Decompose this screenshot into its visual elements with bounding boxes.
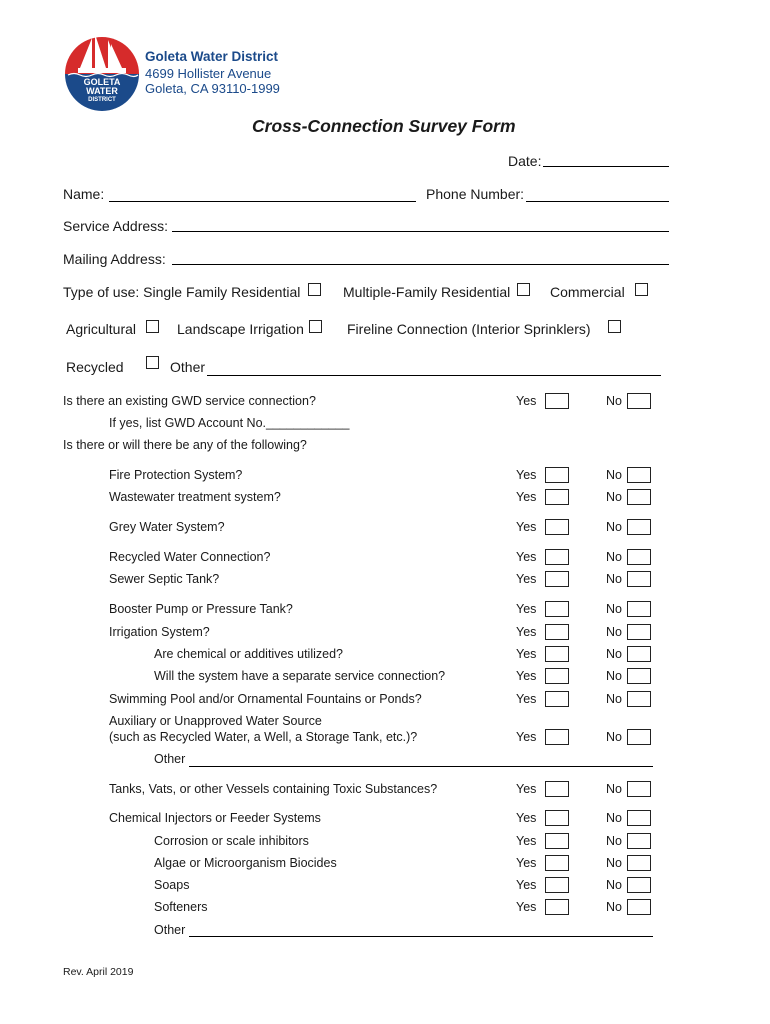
- irrigation-no-box[interactable]: [627, 624, 651, 640]
- soaps-no-box[interactable]: [627, 877, 651, 893]
- yes-label: Yes: [516, 856, 537, 870]
- q-wastewater: Wastewater treatment system?: [109, 490, 281, 504]
- service-address-field[interactable]: [172, 231, 669, 232]
- yes-label: Yes: [516, 692, 537, 706]
- existing-yes-box[interactable]: [545, 393, 569, 409]
- no-label: No: [606, 834, 622, 848]
- separate-connection-no-box[interactable]: [627, 668, 651, 684]
- multi-family-checkbox[interactable]: [517, 283, 530, 296]
- phone-field[interactable]: [526, 201, 669, 202]
- no-label: No: [606, 856, 622, 870]
- q-chemical-additives: Are chemical or additives utilized?: [154, 647, 343, 661]
- yes-label: Yes: [516, 572, 537, 586]
- auxiliary-source-yes-box[interactable]: [545, 729, 569, 745]
- no-label: No: [606, 811, 622, 825]
- yes-label: Yes: [516, 811, 537, 825]
- multi-family-label: Multiple-Family Residential: [343, 284, 511, 300]
- sewer-septic-no-box[interactable]: [627, 571, 651, 587]
- tanks-vats-no-box[interactable]: [627, 781, 651, 797]
- yes-label: Yes: [516, 520, 537, 534]
- landscape-irrigation-checkbox[interactable]: [309, 320, 322, 333]
- q-auxiliary-source-line1: Auxiliary or Unapproved Water Source: [109, 714, 322, 728]
- org-address-line1: 4699 Hollister Avenue: [145, 66, 272, 81]
- mailing-address-label: Mailing Address:: [63, 251, 166, 267]
- q-booster-pump: Booster Pump or Pressure Tank?: [109, 602, 293, 616]
- commercial-label: Commercial: [550, 284, 625, 300]
- separate-connection-yes-box[interactable]: [545, 668, 569, 684]
- yes-label: Yes: [516, 834, 537, 848]
- yes-label: Yes: [516, 394, 537, 408]
- date-field[interactable]: [543, 166, 669, 167]
- grey-water-yes-box[interactable]: [545, 519, 569, 535]
- q-fire-protection: Fire Protection System?: [109, 468, 243, 482]
- name-label: Name:: [63, 186, 105, 202]
- corrosion-no-box[interactable]: [627, 833, 651, 849]
- no-label: No: [606, 520, 622, 534]
- q-soaps: Soaps: [154, 878, 190, 892]
- name-field[interactable]: [109, 201, 416, 202]
- no-label: No: [606, 730, 622, 744]
- chemical-additives-yes-box[interactable]: [545, 646, 569, 662]
- recycled-checkbox[interactable]: [146, 356, 159, 369]
- landscape-irrigation-label: Landscape Irrigation: [177, 321, 304, 337]
- soaps-yes-box[interactable]: [545, 877, 569, 893]
- following-question: Is there or will there be any of the following?: [63, 438, 307, 452]
- algae-no-box[interactable]: [627, 855, 651, 871]
- q-auxiliary-source-line2: (such as Recycled Water, a Well, a Storage Tank, etc.)?: [109, 730, 418, 744]
- no-label: No: [606, 550, 622, 564]
- phone-label: Phone Number:: [426, 186, 525, 202]
- q-grey-water: Grey Water System?: [109, 520, 225, 534]
- no-label: No: [606, 900, 622, 914]
- other-source-field[interactable]: [189, 766, 653, 767]
- existing-connection-question: Is there an existing GWD service connection?: [63, 394, 316, 408]
- other-source-label: Other: [154, 752, 186, 766]
- no-label: No: [606, 782, 622, 796]
- q-irrigation: Irrigation System?: [109, 625, 210, 639]
- no-label: No: [606, 692, 622, 706]
- q-algae-biocides: Algae or Microorganism Biocides: [154, 856, 337, 870]
- wastewater-yes-box[interactable]: [545, 489, 569, 505]
- yes-label: Yes: [516, 900, 537, 914]
- yes-label: Yes: [516, 468, 537, 482]
- q-softeners: Softeners: [154, 900, 208, 914]
- fire-protection-yes-box[interactable]: [545, 467, 569, 483]
- district-logo: [62, 28, 142, 114]
- auxiliary-source-no-box[interactable]: [627, 729, 651, 745]
- no-label: No: [606, 878, 622, 892]
- no-label: No: [606, 602, 622, 616]
- no-label: No: [606, 468, 622, 482]
- service-address-label: Service Address:: [63, 218, 169, 234]
- no-label: No: [606, 647, 622, 661]
- irrigation-yes-box[interactable]: [545, 624, 569, 640]
- sewer-septic-yes-box[interactable]: [545, 571, 569, 587]
- q-recycled-water: Recycled Water Connection?: [109, 550, 271, 564]
- account-number-prompt: If yes, list GWD Account No.____________: [109, 416, 350, 430]
- other-use-field[interactable]: [207, 375, 661, 376]
- yes-label: Yes: [516, 878, 537, 892]
- no-label: No: [606, 490, 622, 504]
- type-of-use-label: Type of use: Single Family Residential: [63, 284, 301, 300]
- form-title: Cross-Connection Survey Form: [252, 116, 516, 136]
- fire-protection-no-box[interactable]: [627, 467, 651, 483]
- q-sewer-septic: Sewer Septic Tank?: [109, 572, 220, 586]
- no-label: No: [606, 625, 622, 639]
- single-family-checkbox[interactable]: [308, 283, 321, 296]
- yes-label: Yes: [516, 669, 537, 683]
- recycled-water-no-box[interactable]: [627, 549, 651, 565]
- tanks-vats-yes-box[interactable]: [545, 781, 569, 797]
- other-use-label: Other: [170, 359, 206, 375]
- softeners-yes-box[interactable]: [545, 899, 569, 915]
- q-swimming-pool: Swimming Pool and/or Ornamental Fountains or Ponds?: [109, 692, 422, 706]
- q-separate-connection: Will the system have a separate service connection?: [154, 669, 446, 683]
- org-name: Goleta Water District: [145, 49, 279, 64]
- yes-label: Yes: [516, 647, 537, 661]
- softeners-no-box[interactable]: [627, 899, 651, 915]
- yes-label: Yes: [516, 625, 537, 639]
- yes-label: Yes: [516, 490, 537, 504]
- org-address-line2: Goleta, CA 93110-1999: [145, 81, 280, 96]
- yes-label: Yes: [516, 782, 537, 796]
- booster-pump-yes-box[interactable]: [545, 601, 569, 617]
- swimming-pool-no-box[interactable]: [627, 691, 651, 707]
- no-label: No: [606, 572, 622, 586]
- fireline-label: Fireline Connection (Interior Sprinklers): [347, 321, 591, 337]
- recycled-water-yes-box[interactable]: [545, 549, 569, 565]
- corrosion-yes-box[interactable]: [545, 833, 569, 849]
- no-label: No: [606, 394, 622, 408]
- q-tanks-vats: Tanks, Vats, or other Vessels containing Toxic Substances?: [109, 782, 438, 796]
- yes-label: Yes: [516, 550, 537, 564]
- wastewater-no-box[interactable]: [627, 489, 651, 505]
- algae-yes-box[interactable]: [545, 855, 569, 871]
- yes-label: Yes: [516, 602, 537, 616]
- date-label: Date:: [508, 153, 542, 169]
- grey-water-no-box[interactable]: [627, 519, 651, 535]
- chemical-injectors-no-box[interactable]: [627, 810, 651, 826]
- q-corrosion-inhibitors: Corrosion or scale inhibitors: [154, 834, 309, 848]
- mailing-address-field[interactable]: [172, 264, 669, 265]
- revision-footer: Rev. April 2019: [63, 966, 134, 978]
- agricultural-checkbox[interactable]: [146, 320, 159, 333]
- logo-text: GOLETA WATER DISTRICT: [83, 77, 121, 103]
- existing-no-box[interactable]: [627, 393, 651, 409]
- recycled-label: Recycled: [66, 359, 124, 375]
- agricultural-label: Agricultural: [66, 321, 137, 337]
- other-chemical-field[interactable]: [189, 936, 653, 937]
- other-chemical-label: Other: [154, 923, 186, 937]
- yes-label: Yes: [516, 730, 537, 744]
- booster-pump-no-box[interactable]: [627, 601, 651, 617]
- commercial-checkbox[interactable]: [635, 283, 648, 296]
- fireline-checkbox[interactable]: [608, 320, 621, 333]
- q-chemical-injectors: Chemical Injectors or Feeder Systems: [109, 811, 321, 825]
- chemical-additives-no-box[interactable]: [627, 646, 651, 662]
- swimming-pool-yes-box[interactable]: [545, 691, 569, 707]
- chemical-injectors-yes-box[interactable]: [545, 810, 569, 826]
- no-label: No: [606, 669, 622, 683]
